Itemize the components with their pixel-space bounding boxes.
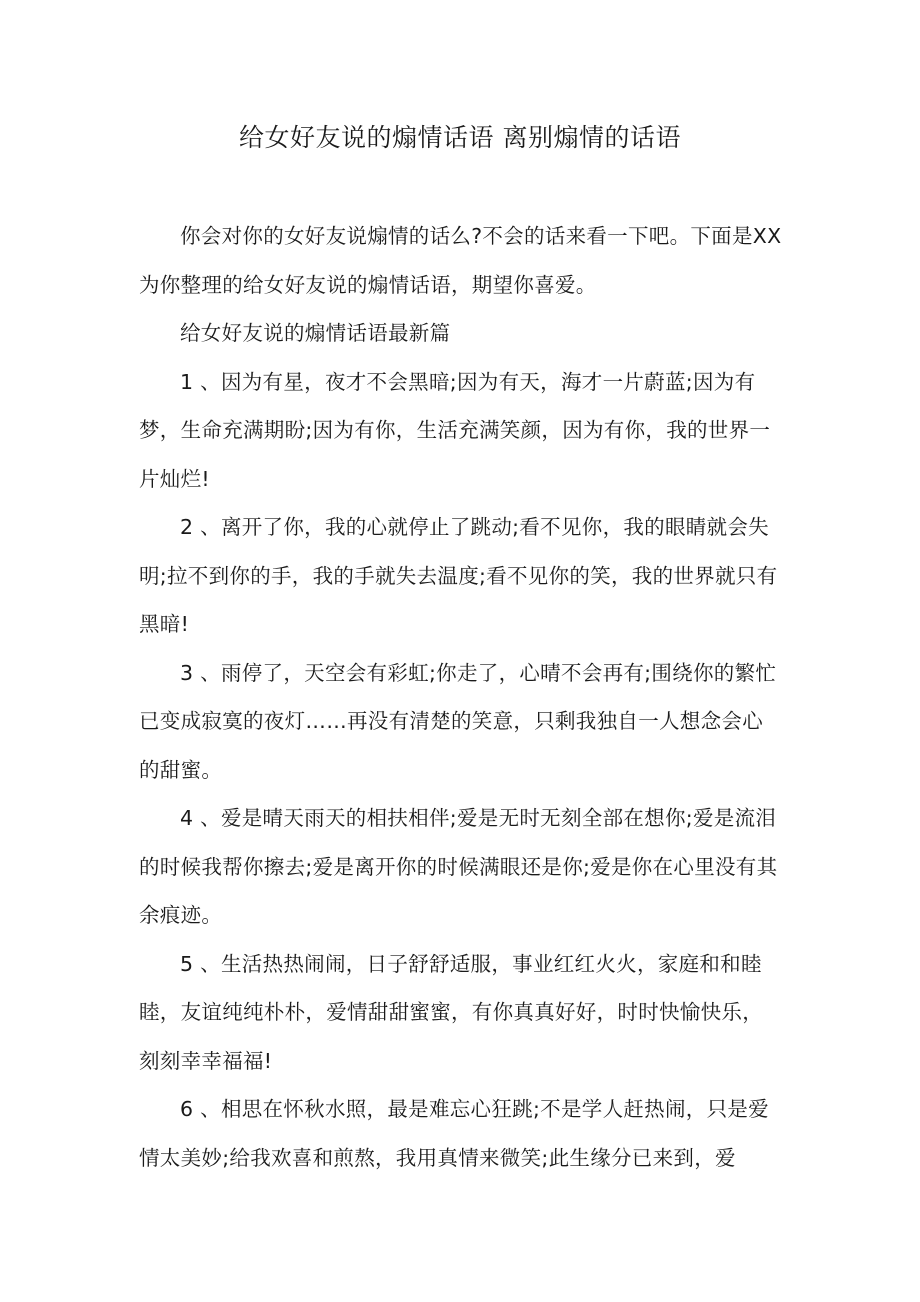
list-item: 2 、离开了你，我的心就停止了跳动;看不见你，我的眼睛就会失明;拉不到你的手，我的手就失去温度;看不见你的笑，我的世界就只有黑暗!: [139, 515, 778, 636]
list-item: 6 、相思在怀秋水照，最是难忘心狂跳;不是学人赶热闹，只是爱情太美妙;给我欢喜和煎熬，我用真情来微笑;此生缘分已来到，爱: [139, 1097, 769, 1170]
list-item: 5 、生活热热闹闹，日子舒舒适服，事业红红火火，家庭和和睦睦，友谊纯纯朴朴，爱情甜甜蜜蜜，有你真真好好，时时快愉快乐，刻刻幸幸福福!: [139, 951, 763, 1073]
list-item: 4 、爱是晴天雨天的相扶相伴;爱是无时无刻全部在想你;爱是流泪的时候我帮你擦去;爱是离开你的时候满眼还是你;爱是你在心里没有其余痕迹。: [139, 806, 778, 927]
list-item: 3 、雨停了，天空会有彩虹;你走了，心晴不会再有;围绕你的繁忙已变成寂寞的夜灯……再没有清楚的笑意，只剩我独自一人想念会心的甜蜜。: [139, 660, 777, 782]
list-item: 1 、因为有星，夜才不会黑暗;因为有天，海才一片蔚蓝;因为有梦，生命充满期盼;因为有你，生活充满笑颜，因为有你，我的世界一片灿烂!: [139, 369, 771, 491]
section-heading: 给女好友说的煽情话语最新篇: [180, 321, 451, 345]
document-title: 给女好友说的煽情话语 离别煽情的话语: [239, 123, 681, 152]
intro-paragraph: 你会对你的女好友说煽情的话么?不会的话来看一下吧。下面是XX为你整理的给女好友说的煽情话语，期望你喜爱。: [139, 224, 782, 297]
document-body: [139, 212, 783, 1182]
